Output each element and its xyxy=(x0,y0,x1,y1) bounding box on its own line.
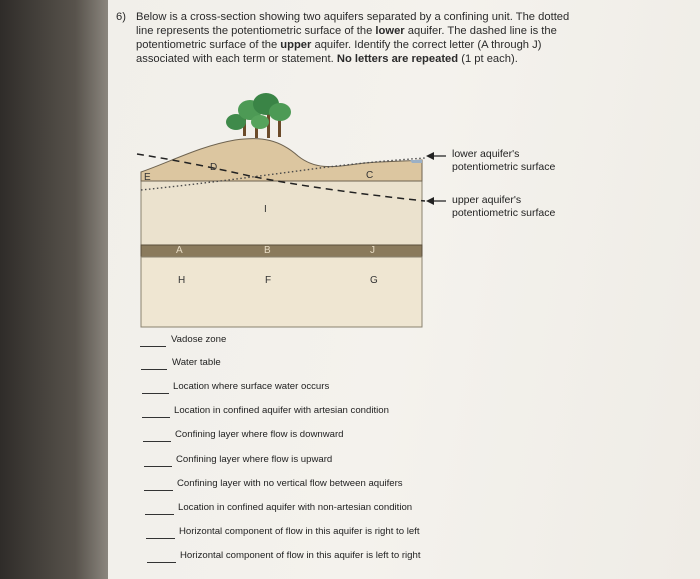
list-item: Location where surface water occurs xyxy=(173,381,330,392)
answer-blank[interactable] xyxy=(142,393,169,394)
tree-icon xyxy=(226,93,291,138)
answer-blank[interactable] xyxy=(147,562,176,563)
arrow-upper xyxy=(426,197,446,205)
letter-h: H xyxy=(178,275,186,286)
answer-blank[interactable] xyxy=(145,514,174,515)
question-bold-norepeat: No letters are repeated xyxy=(336,53,459,65)
upper-aquifer xyxy=(141,181,422,245)
list-item: Horizontal component of flow in this aquifer is right to left xyxy=(179,526,420,537)
question-part: aquifer. The dashed line is the potentiometric surface of the xyxy=(136,25,557,51)
list-item: Vadose zone xyxy=(171,334,227,345)
answer-blank[interactable] xyxy=(144,490,173,491)
land-surface xyxy=(141,139,422,181)
letter-g: G xyxy=(370,275,378,286)
list-item: Horizontal component of flow in this aquifer is left to right xyxy=(180,550,421,561)
letter-c: C xyxy=(366,170,374,181)
question-part: (1 pt each). xyxy=(458,53,518,65)
lower-aquifer xyxy=(141,257,422,327)
answer-blank[interactable] xyxy=(146,538,175,539)
list-item: Confining layer with no vertical flow between aquifers xyxy=(177,478,403,489)
letter-b: B xyxy=(264,245,271,256)
answer-blank[interactable] xyxy=(143,441,171,442)
letter-e: E xyxy=(144,172,151,183)
surface-water xyxy=(410,160,422,163)
confining-layer xyxy=(141,245,422,257)
letter-f: F xyxy=(265,275,272,286)
question-bold-lower: lower xyxy=(375,25,405,37)
answer-blank[interactable] xyxy=(144,466,172,467)
answer-blank[interactable] xyxy=(141,369,167,370)
list-item: Confining layer where flow is upward xyxy=(176,454,333,465)
answer-blank[interactable] xyxy=(142,417,170,418)
list-item: Confining layer where flow is downward xyxy=(175,429,344,440)
arrow-lower xyxy=(426,152,446,160)
letter-j: J xyxy=(370,245,375,256)
upper-surface-label: upper aquifer's potentiometric surface xyxy=(452,194,556,219)
letter-a: A xyxy=(176,245,183,256)
list-item: Location in confined aquifer with artesian condition xyxy=(174,405,389,416)
letter-i: I xyxy=(264,204,267,215)
question-bold-upper: upper xyxy=(280,39,312,51)
list-item: Water table xyxy=(172,357,221,368)
question-part: aquifer. Identify the correct letter (A through J) associated with each term or statement. xyxy=(136,39,542,65)
lower-surface-label: lower aquifer's potentiometric surface xyxy=(452,148,556,173)
question-number: 6) xyxy=(116,11,126,23)
question-part: Below is a cross-section showing two aquifers separated by a confining unit. The dotted line represents the potentiometric surface of the xyxy=(136,11,570,37)
list-item: Location in confined aquifer with non-artesian condition xyxy=(178,502,413,513)
letter-d: D xyxy=(210,162,218,173)
answer-blank[interactable] xyxy=(140,346,166,347)
